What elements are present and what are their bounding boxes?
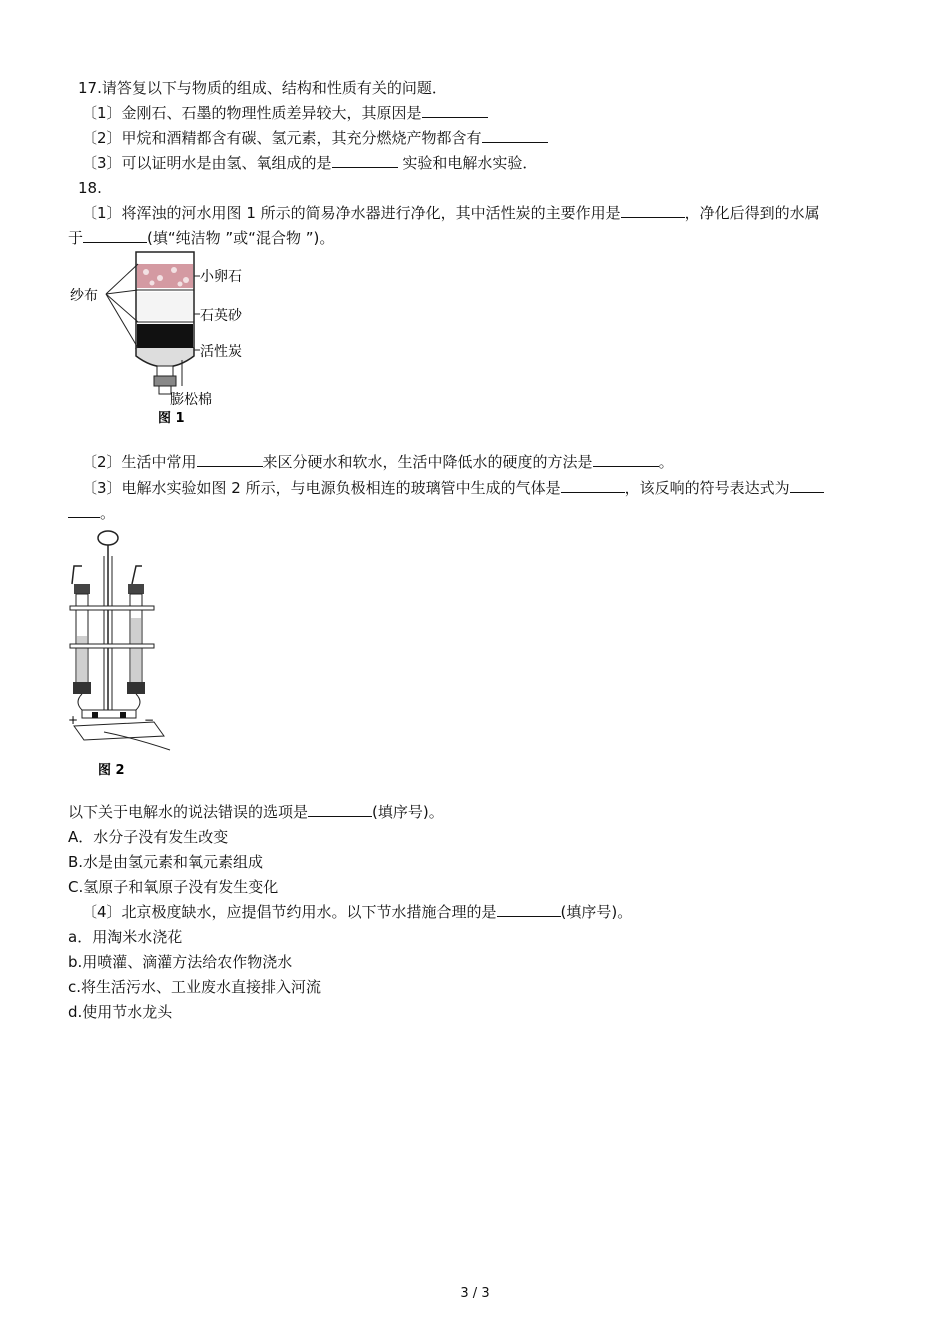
q18-part3-text-c: 。: [100, 504, 116, 522]
figure-2-caption: 图 2: [98, 763, 125, 778]
q18-part1-cont: [68, 228, 334, 248]
q17-part1: [82, 103, 488, 123]
option-b: b.用喷灌、滴灌方法给农作物浇水: [68, 953, 293, 971]
label-gauze: 纱布: [70, 288, 98, 304]
figure-electrolysis: [64, 526, 176, 780]
q18-part4-suffix: (填序号)。: [560, 903, 633, 921]
q18-part4: [82, 902, 632, 922]
label-pebbles: 小卵石: [200, 269, 242, 285]
q18-part1-text-b: ，净化后得到的水属: [684, 204, 820, 222]
answer-blank[interactable]: [197, 452, 263, 467]
option-B: B.水是由氢元素和氧元素组成: [68, 853, 264, 871]
label-positive: +: [68, 713, 79, 727]
label-activated-carbon: 活性炭: [200, 344, 242, 360]
q18-part1-text-c: 于: [68, 229, 84, 247]
label-quartz-sand: 石英砂: [200, 308, 242, 324]
q18-part1-text-d: (填“纯洁物 ”或“混合物 ”)。: [147, 229, 335, 247]
q17-title: 17.请答复以下与物质的组成、结构和性质有关的问题．: [78, 79, 447, 97]
answer-blank[interactable]: [83, 228, 147, 243]
q17-part3-text: 〔3〕可以证明水是由氢、氧组成的是: [82, 154, 332, 172]
q18-part4-text: 〔4〕北京极度缺水，应提倡节约用水。以下节水措施合理的是: [82, 903, 497, 921]
q18-part2: [82, 452, 674, 472]
option-a: a．用淘米水浇花: [68, 928, 183, 946]
label-cotton: 膨松棉: [170, 392, 212, 408]
q18-title: 18.: [78, 179, 102, 197]
answer-blank[interactable]: [308, 802, 372, 817]
answer-blank[interactable]: [593, 452, 659, 467]
option-A: A．水分子没有发生改变: [68, 828, 229, 846]
q17-part2-text: 〔2〕甲烷和酒精都含有碳、氢元素，其充分燃烧产物都含有: [82, 129, 482, 147]
q17-part3: [82, 153, 537, 173]
answer-blank[interactable]: [621, 203, 685, 218]
q18-part3-text: 〔3〕电解水实验如图 2 所示，与电源负极相连的玻璃管中生成的气体是: [82, 479, 561, 497]
q18-error-question: [68, 802, 444, 822]
label-negative: −: [144, 713, 155, 727]
q18-part2-text-b: 来区分硬水和软水，生活中降低水的硬度的方法是: [262, 453, 593, 471]
answer-blank[interactable]: [561, 478, 625, 493]
answer-blank[interactable]: [68, 503, 100, 518]
answer-blank[interactable]: [497, 902, 561, 917]
figure-1-caption: 图 1: [158, 411, 185, 426]
q18-part2-text: 〔2〕生活中常用: [82, 453, 197, 471]
figure-water-purifier: [66, 248, 266, 428]
option-C: C.氢原子和氧原子没有发生变化: [68, 878, 279, 896]
q18-part2-text-c: 。: [658, 453, 674, 471]
answer-blank[interactable]: [332, 153, 398, 168]
q17-part3-suffix: 实验和电解水实验．: [397, 154, 538, 172]
q18-part3-text-b: ，该反响的符号表达式为: [624, 479, 790, 497]
q18-part1: [82, 203, 820, 223]
answer-blank[interactable]: [482, 128, 548, 143]
q18-part3-cont: [68, 503, 115, 523]
answer-blank[interactable]: [790, 478, 824, 493]
q17-part1-text: 〔1〕金刚石、石墨的物理性质差异较大，其原因是: [82, 104, 422, 122]
q18-part3: [82, 478, 824, 498]
q17-part2: [82, 128, 548, 148]
option-d: d.使用节水龙头: [68, 1003, 173, 1021]
q18-part1-text: 〔1〕将浑浊的河水用图 1 所示的简易净水器进行净化，其中活性炭的主要作用是: [82, 204, 621, 222]
page-number: 3 / 3: [460, 1286, 490, 1301]
option-c: c.将生活污水、工业废水直接排入河流: [68, 978, 322, 996]
q18-error-text: 以下关于电解水的说法错误的选项是: [68, 803, 309, 821]
q18-error-suffix: (填序号)。: [372, 803, 444, 821]
answer-blank[interactable]: [422, 103, 488, 118]
